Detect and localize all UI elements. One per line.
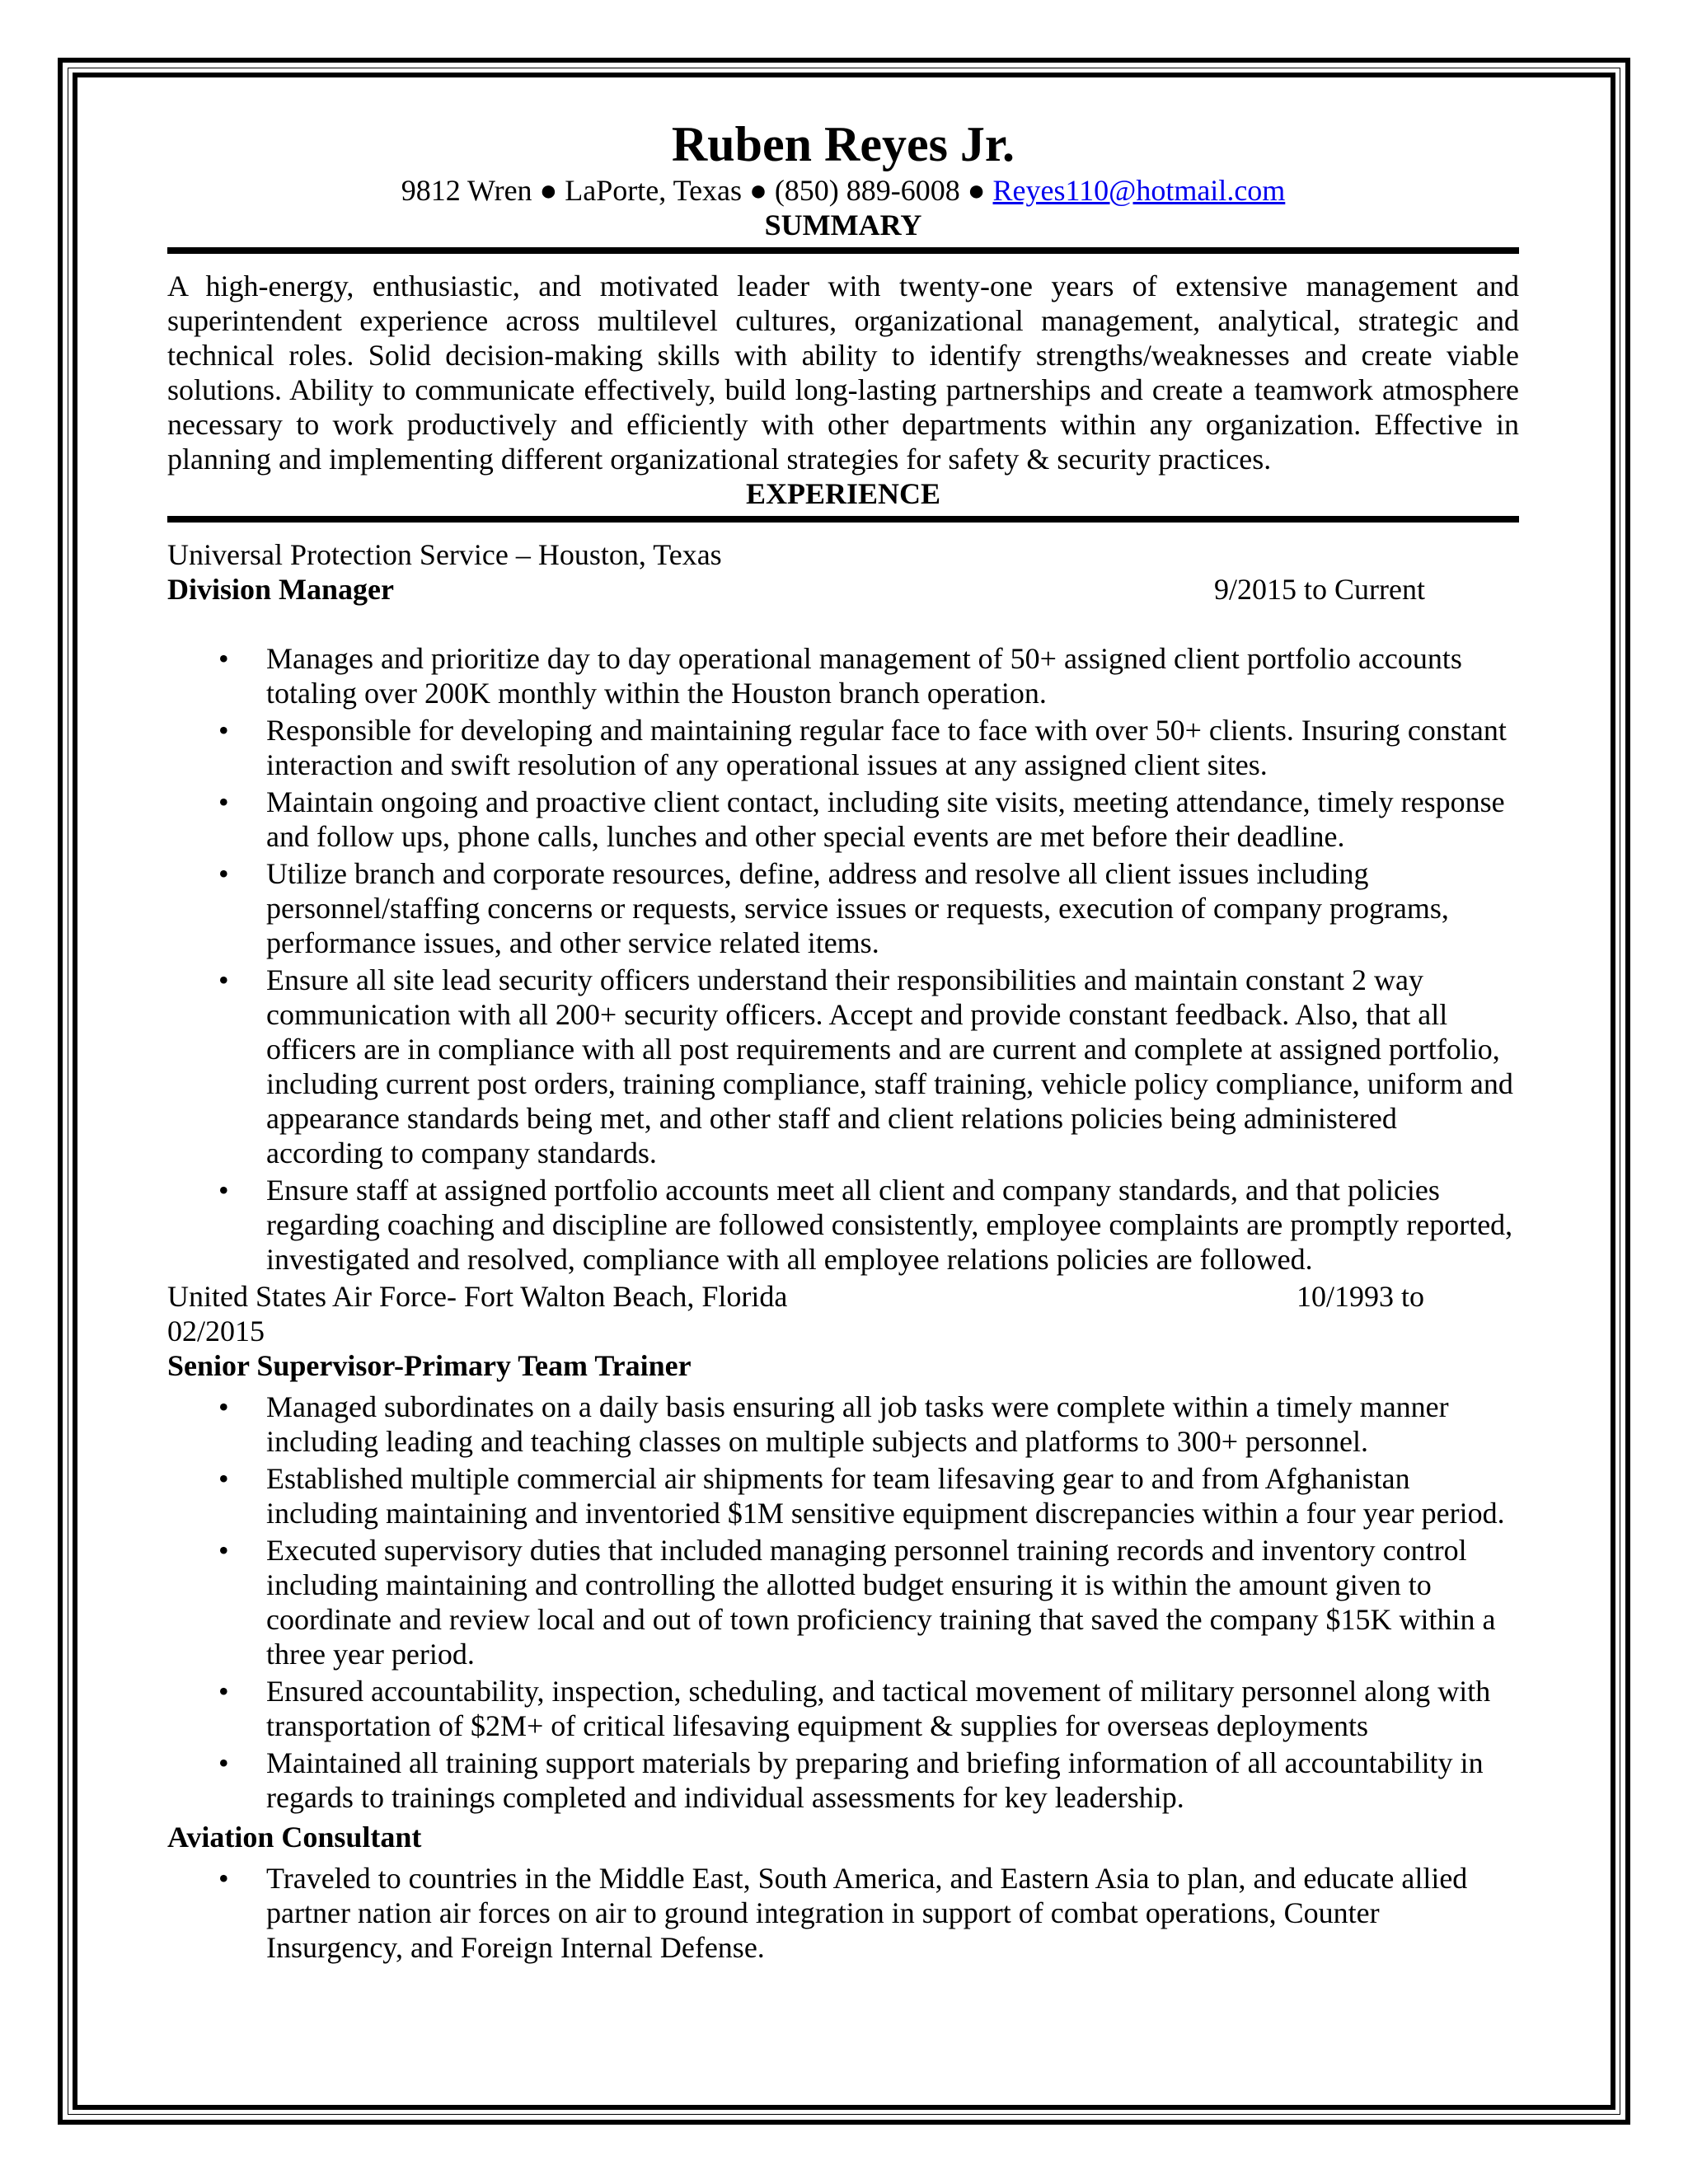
job-dates-end: 02/2015 [167,1315,265,1347]
bullet-item: • Managed subordinates on a daily basis ensuring all job tasks were complete within a timely manner including leading and teaching classes on multiple subjects and platforms to 300+ personnel. [218,1390,1449,1458]
bullet-icon: • [218,1462,229,1495]
city: LaPorte, Texas [565,174,743,207]
bullet-item: • Ensure all site lead security officers understand their responsibilities and maintain constant 2 way communication with all 200+ security officers. Accept and provide constant feedback. Also, that all officers are in compliance with all post requirements and are current and complete at assigned portfolio, including current post orders, training compliance, staff training, vehicle policy compliance, uniform and appearance standards being met, and other staff and client relations policies being administered according to company standards. [218,963,1513,1169]
job-title: Aviation Consultant [167,1821,422,1854]
bullet-item: • Manages and prioritize day to day operational management of 50+ assigned client portfolio accounts totaling over 200K monthly within the Houston branch operation. [218,642,1462,710]
email-link[interactable]: Reyes110@hotmail.com [992,174,1286,207]
contact-line [167,173,1519,208]
bullet-item: • Utilize branch and corporate resources, define, address and resolve all client issues including personnel/staffing concerns or requests, service issues or requests, execution of company programs, performance issues, and other service related items. [218,857,1449,959]
job-dates-start: 10/1993 to [1296,1280,1425,1313]
employer: United States Air Force- Fort Walton Beach, Florida [167,1280,788,1313]
job-entry [167,537,1519,1277]
bullet-item: • Executed supervisory duties that included managing personnel training records and inventory control including maintaining and controlling the allotted budget ensuring it is within the amount given to coordinate and review local and out of town proficiency training that saved the company $15K within a three year period. [218,1534,1496,1671]
bullet-icon: • [218,714,229,747]
bullet-icon: • [218,1534,229,1567]
job-entry [167,1279,1519,1965]
separator: ● [539,174,558,207]
bullet-icon: • [218,963,229,996]
job-bullets [167,641,1519,1277]
job-title-row [167,572,1519,607]
separator: ● [967,174,986,207]
job-title: Senior Supervisor-Primary Team Trainer [167,1349,692,1382]
bullet-icon: • [218,1174,229,1207]
section-divider [167,516,1519,523]
phone: (850) 889-6008 [774,174,960,207]
bullet-icon: • [218,857,229,890]
job-dates: 9/2015 to Current [1214,573,1425,606]
job-bullets [167,1861,1519,1965]
bullet-item: • Maintain ongoing and proactive client contact, including site visits, meeting attendance, timely response and follow ups, phone calls, lunches and other special events are met before their deadline. [218,785,1505,853]
section-divider [167,247,1519,254]
experience-heading: EXPERIENCE [745,477,941,510]
bullet-icon: • [218,1390,229,1423]
separator: ● [749,174,767,207]
bullet-item: • Ensure staff at assigned portfolio accounts meet all client and company standards, and that policies regarding coaching and discipline are followed consistently, employee complaints are promptly reported, investigated and resolved, compliance with all employee relations policies are followed. [218,1174,1513,1276]
summary-text: A high-energy, enthusiastic, and motivated leader with twenty-one years of extensive management and superintendent experience across multilevel cultures, organizational management, analytical, strategic and technical roles. Solid decision-making skills with ability to identify strengths/weaknesses and create viable solutions. Ability to communicate effectively, build long-lasting partnerships and create a teamwork atmosphere necessary to work productively and efficiently with other departments within any organization. Effective in planning and implementing different organizational strategies for safety & security practices. [167,269,1519,476]
bullet-item: • Maintained all training support materials by preparing and briefing information of all accountability in regards to trainings completed and individual assessments for key leadership. [218,1746,1484,1814]
resume-content [167,115,1519,1967]
employer: Universal Protection Service – Houston, Texas [167,538,722,571]
bullet-item: • Responsible for developing and maintaining regular face to face with over 50+ clients. Insuring constant interaction and swift resolution of any operational issues at any assigned client sites. [218,714,1507,781]
bullet-icon: • [218,785,229,818]
job-title: Division Manager [167,573,394,606]
bullet-icon: • [218,1862,229,1895]
bullet-item: • Ensured accountability, inspection, scheduling, and tactical movement of military personnel along with transportation of $2M+ of critical lifesaving equipment & supplies for overseas deployments [218,1675,1491,1742]
summary-heading: SUMMARY [764,209,922,241]
job-bullets [167,1390,1519,1815]
bullet-icon: • [218,1746,229,1779]
bullet-icon: • [218,642,229,675]
candidate-name: Ruben Reyes Jr. [671,117,1015,171]
bullet-item: • Traveled to countries in the Middle East, South America, and Eastern Asia to plan, and educate allied partner nation air forces on air to ground integration in support of combat operations, Counter Insurgency, and Foreign Internal Defense. [218,1862,1468,1964]
bullet-icon: • [218,1675,229,1708]
address: 9812 Wren [401,174,532,207]
employer-row [167,1279,1519,1348]
bullet-item: • Established multiple commercial air shipments for team lifesaving gear to and from Afghanistan including maintaining and inventoried $1M sensitive equipment discrepancies within a four year period. [218,1462,1505,1530]
